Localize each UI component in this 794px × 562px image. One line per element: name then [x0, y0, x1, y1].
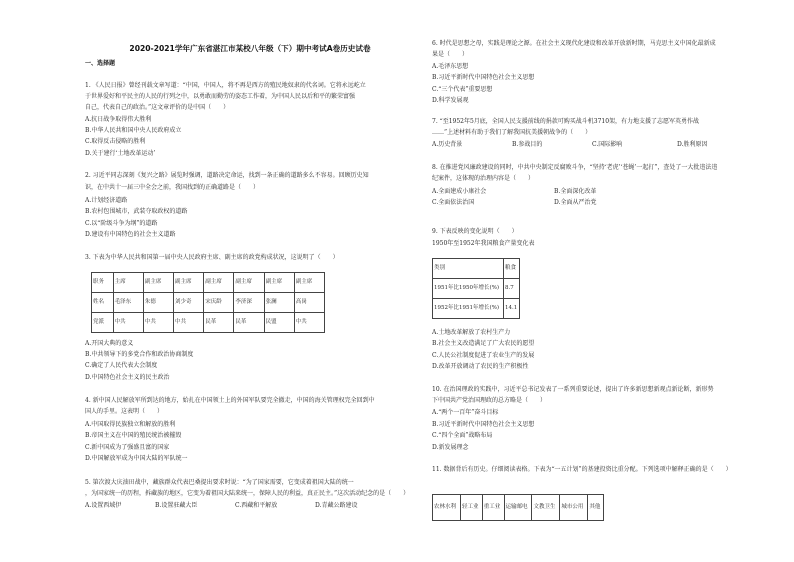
option-d[interactable]: D.中国解放军成为中国大陆的军队统一 [85, 455, 188, 462]
option-a[interactable]: A.中国取得民族独立和解放的胜利 [85, 421, 176, 428]
option-b[interactable]: B.设置驻藏大臣 [155, 502, 198, 509]
table-header-cell: 主席 [113, 273, 143, 293]
table-cell: 张澜 [264, 293, 294, 313]
option-c[interactable]: C.确定了人民代表大会制度 [85, 362, 158, 369]
option-b[interactable]: B.农村包围城市，武装夺取政权的道路 [85, 208, 188, 215]
question-line: 2. 习近平同志深刻《复兴之路》展览时强调，道路决定命运，找到一条正确的道路多么不容易。回顾历史知 [85, 172, 369, 179]
section-heading: 一、选择题 [85, 60, 116, 67]
table-row [433, 279, 520, 299]
option-a[interactable]: A.设置西域伊 [85, 502, 122, 509]
question-line: 果是（ ） [432, 51, 469, 58]
table-header-cell: 重工业 [482, 495, 504, 521]
option-a[interactable]: A.土地改革解放了农村生产力 [432, 329, 511, 336]
option-d[interactable]: D.改革开放调动了农民的生产积极性 [432, 363, 529, 370]
option-c[interactable]: C.取得反击侵略的胜利 [85, 138, 146, 145]
question-line: 7. “至1952年5月底，全国人民支援前线的捐款可购买战斗机3710架，有力地支援了志愿军英勇作战 [432, 118, 700, 125]
question-line: 1. 《人民日报》曾经刊载文章写道：“中国，中国人，将不再是西方的殖民地奴隶的代名词。它将永远屹立 [85, 82, 366, 89]
option-c[interactable]: C.西藏和平解放 [235, 502, 278, 509]
question-line: 识，在中共十一届三中全会之前，我国找到的正确道路是（ ） [85, 184, 260, 191]
table-cell: 中共 [113, 313, 143, 333]
table-header-cell: 副主席 [294, 273, 324, 293]
option-c[interactable]: C.全面依法治国 [432, 199, 475, 206]
table-cell: 毛泽东 [113, 293, 143, 313]
table-cell: 民革 [234, 313, 264, 333]
table-cell: 1951年比1950年增长(%) [433, 279, 504, 299]
question-line: 8. 在推进党风廉政建设的同时，中共中央制定反腐败斗争，“坚持‘老虎’‘苍蝇’一起打”，查处了一大批违法违 [432, 164, 718, 171]
option-b[interactable]: B.全面深化改革 [554, 188, 597, 195]
option-a[interactable]: A.开国大典的意义 [85, 340, 134, 347]
table-cell: 中共 [174, 313, 204, 333]
question-line: ，为国家统一的历程，拆藏族的地区，它变为着祖国大陆来统一，保障人民的利益，真正民主。”这次活动纪念的是（ ） [85, 490, 410, 497]
table-cell: 朱德 [143, 293, 173, 313]
option-d[interactable]: D.关于建行‘土地改革运动’ [85, 150, 156, 157]
option-a[interactable]: A.计划经济道路 [85, 197, 128, 204]
question-line: 4. 新中国人民解放军所到达的地方，始扎在中国领土上的外国军队要完全撤走，中国的海关管理权完全回到中 [85, 397, 375, 404]
table-header-cell: 副主席 [264, 273, 294, 293]
table-row [433, 259, 520, 279]
option-b[interactable]: B.社会主义改造满足了广大农民的愿望 [432, 340, 535, 347]
table-cell: 刘少奇 [174, 293, 204, 313]
table-cell: 8.7 [504, 279, 520, 299]
option-c[interactable]: C.人民公社制度促进了农业生产的发展 [432, 352, 535, 359]
option-a[interactable]: A.抗日战争取得伟大胜利 [85, 116, 152, 123]
option-b[interactable]: B.帝国主义在中国的殖民统治被摧毁 [85, 432, 182, 439]
question-line: 下中国共产党治国理政的总方略是（ ） [432, 397, 547, 404]
table-header-cell: 轻工业 [460, 495, 482, 521]
option-c[interactable]: C.“四个全面”战略布局 [432, 432, 493, 439]
option-d[interactable]: D.胜利原因 [677, 141, 708, 148]
option-a[interactable]: A.历史背景 [432, 141, 463, 148]
option-b[interactable]: B.中共领导下的多党合作和政治协商制度 [85, 351, 194, 358]
question-line: 纪案件，这体现的治理内容是（ ） [432, 175, 535, 182]
table-cell: 高岗 [294, 293, 324, 313]
question-line: 5. 第次渡大庆油田战中，藏族群众代表巴桑提出要求时说：“为了国家需要，它变成着祖国大陆的统一 [85, 479, 354, 486]
table-row [433, 495, 604, 521]
table-row [92, 293, 325, 313]
option-d[interactable]: D.建设有中国特色的社会主义道路 [85, 231, 176, 238]
option-a[interactable]: A.全面建成小康社会 [432, 188, 487, 195]
grain-output-table [432, 258, 520, 319]
table-header-cell: 城市公用 [560, 495, 588, 521]
table-cell: 14.1 [504, 299, 520, 319]
question-line: 11. 数据背后有历史。仔细阅读表格。下表为“一五计划”的基建投资比重分配。下列选项中解释正确的是（ ） [432, 466, 732, 473]
investment-table [432, 494, 604, 521]
option-b[interactable]: B.中华人民共和国中央人民政府成立 [85, 127, 182, 134]
table-row [92, 273, 325, 293]
option-b[interactable]: B.习近平新时代中国特色社会主义思想 [432, 74, 535, 81]
option-d[interactable]: D.全面从严治党 [554, 199, 597, 206]
table-header-cell: 副主席 [204, 273, 234, 293]
option-d[interactable]: D.青藏公路建设 [315, 502, 358, 509]
table-header-cell: 副主席 [143, 273, 173, 293]
question-line: 自己，代表自己的政治。”这文章评价的是中国（ ） [85, 104, 230, 111]
option-a[interactable]: A.“两个一百年”奋斗目标 [432, 409, 499, 416]
question-line: 10. 在治国理政的实践中，习近平总书记发表了一系列重要论述，提出了许多新思想新观点新论断，新形势 [432, 386, 714, 393]
option-c[interactable]: C.以“阶级斗争为纲”的道路 [85, 220, 158, 227]
table-header-cell: 副主席 [174, 273, 204, 293]
option-d[interactable]: D.科学发展观 [432, 97, 469, 104]
table-header-cell: 粮食 [504, 259, 520, 279]
table-cell: 中共 [294, 313, 324, 333]
question-line: 9. 下表反映的变化说明（ ） [432, 228, 518, 235]
option-c[interactable]: C.新中国成为了强盛且富的国家 [85, 444, 170, 451]
table-cell: 李济深 [234, 293, 264, 313]
exam-title: 2020-2021学年广东省湛江市某校八年级（下）期中考试A卷历史试卷 [129, 44, 371, 53]
option-d[interactable]: D.新发展理念 [432, 444, 469, 451]
option-c[interactable]: C.“三个代表”重要思想 [432, 86, 493, 93]
table-caption: 1950年至1952年我国粮食产量变化表 [432, 240, 535, 247]
table-header-cell: 类别 [433, 259, 504, 279]
option-c[interactable]: C.国际影响 [592, 141, 623, 148]
question-line: 于世界爱好和平民主的人民的行列之中，以勇敢而勤劳的姿态工作着，为中国人民以后和平的繁荣富强 [85, 93, 356, 100]
leadership-table [91, 272, 325, 333]
table-cell: 姓名 [92, 293, 114, 313]
table-row [92, 313, 325, 333]
table-cell: 宋庆龄 [204, 293, 234, 313]
table-row [433, 299, 520, 319]
option-b[interactable]: B.习近平新时代中国特色社会主义思想 [432, 421, 535, 428]
question-line: 3. 下表为中华人民共和国第一届中央人民政府主席、副主席的政党构成状况，这说明了（ ） [85, 254, 339, 261]
question-line: 国人的手里。这表明（ ） [85, 408, 164, 415]
table-header-cell: 文教卫生 [532, 495, 560, 521]
table-header-cell: 农林水利 [433, 495, 461, 521]
option-d[interactable]: D.中国特色社会主义的民主政治 [85, 374, 170, 381]
table-cell: 1952年比1951年增长(%) [433, 299, 504, 319]
table-cell: 党派 [92, 313, 114, 333]
table-cell: 民盟 [264, 313, 294, 333]
table-header-cell: 职务 [92, 273, 114, 293]
question-line: ……”上述材料有助于我们了解我国抗美援朝战争的（ ） [432, 129, 592, 136]
table-cell: 中共 [143, 313, 173, 333]
question-line: 6. 时代是思想之母，实践是理论之源。在社会主义现代化建设和改革开放新时期，马克思主义中国化最新成 [432, 40, 716, 47]
table-cell: 民革 [204, 313, 234, 333]
table-header-cell: 副主席 [234, 273, 264, 293]
option-a[interactable]: A.毛泽东思想 [432, 63, 469, 70]
option-b[interactable]: B.参战目的 [512, 141, 543, 148]
table-header-cell: 其他 [588, 495, 604, 521]
table-header-cell: 运输邮电 [504, 495, 532, 521]
